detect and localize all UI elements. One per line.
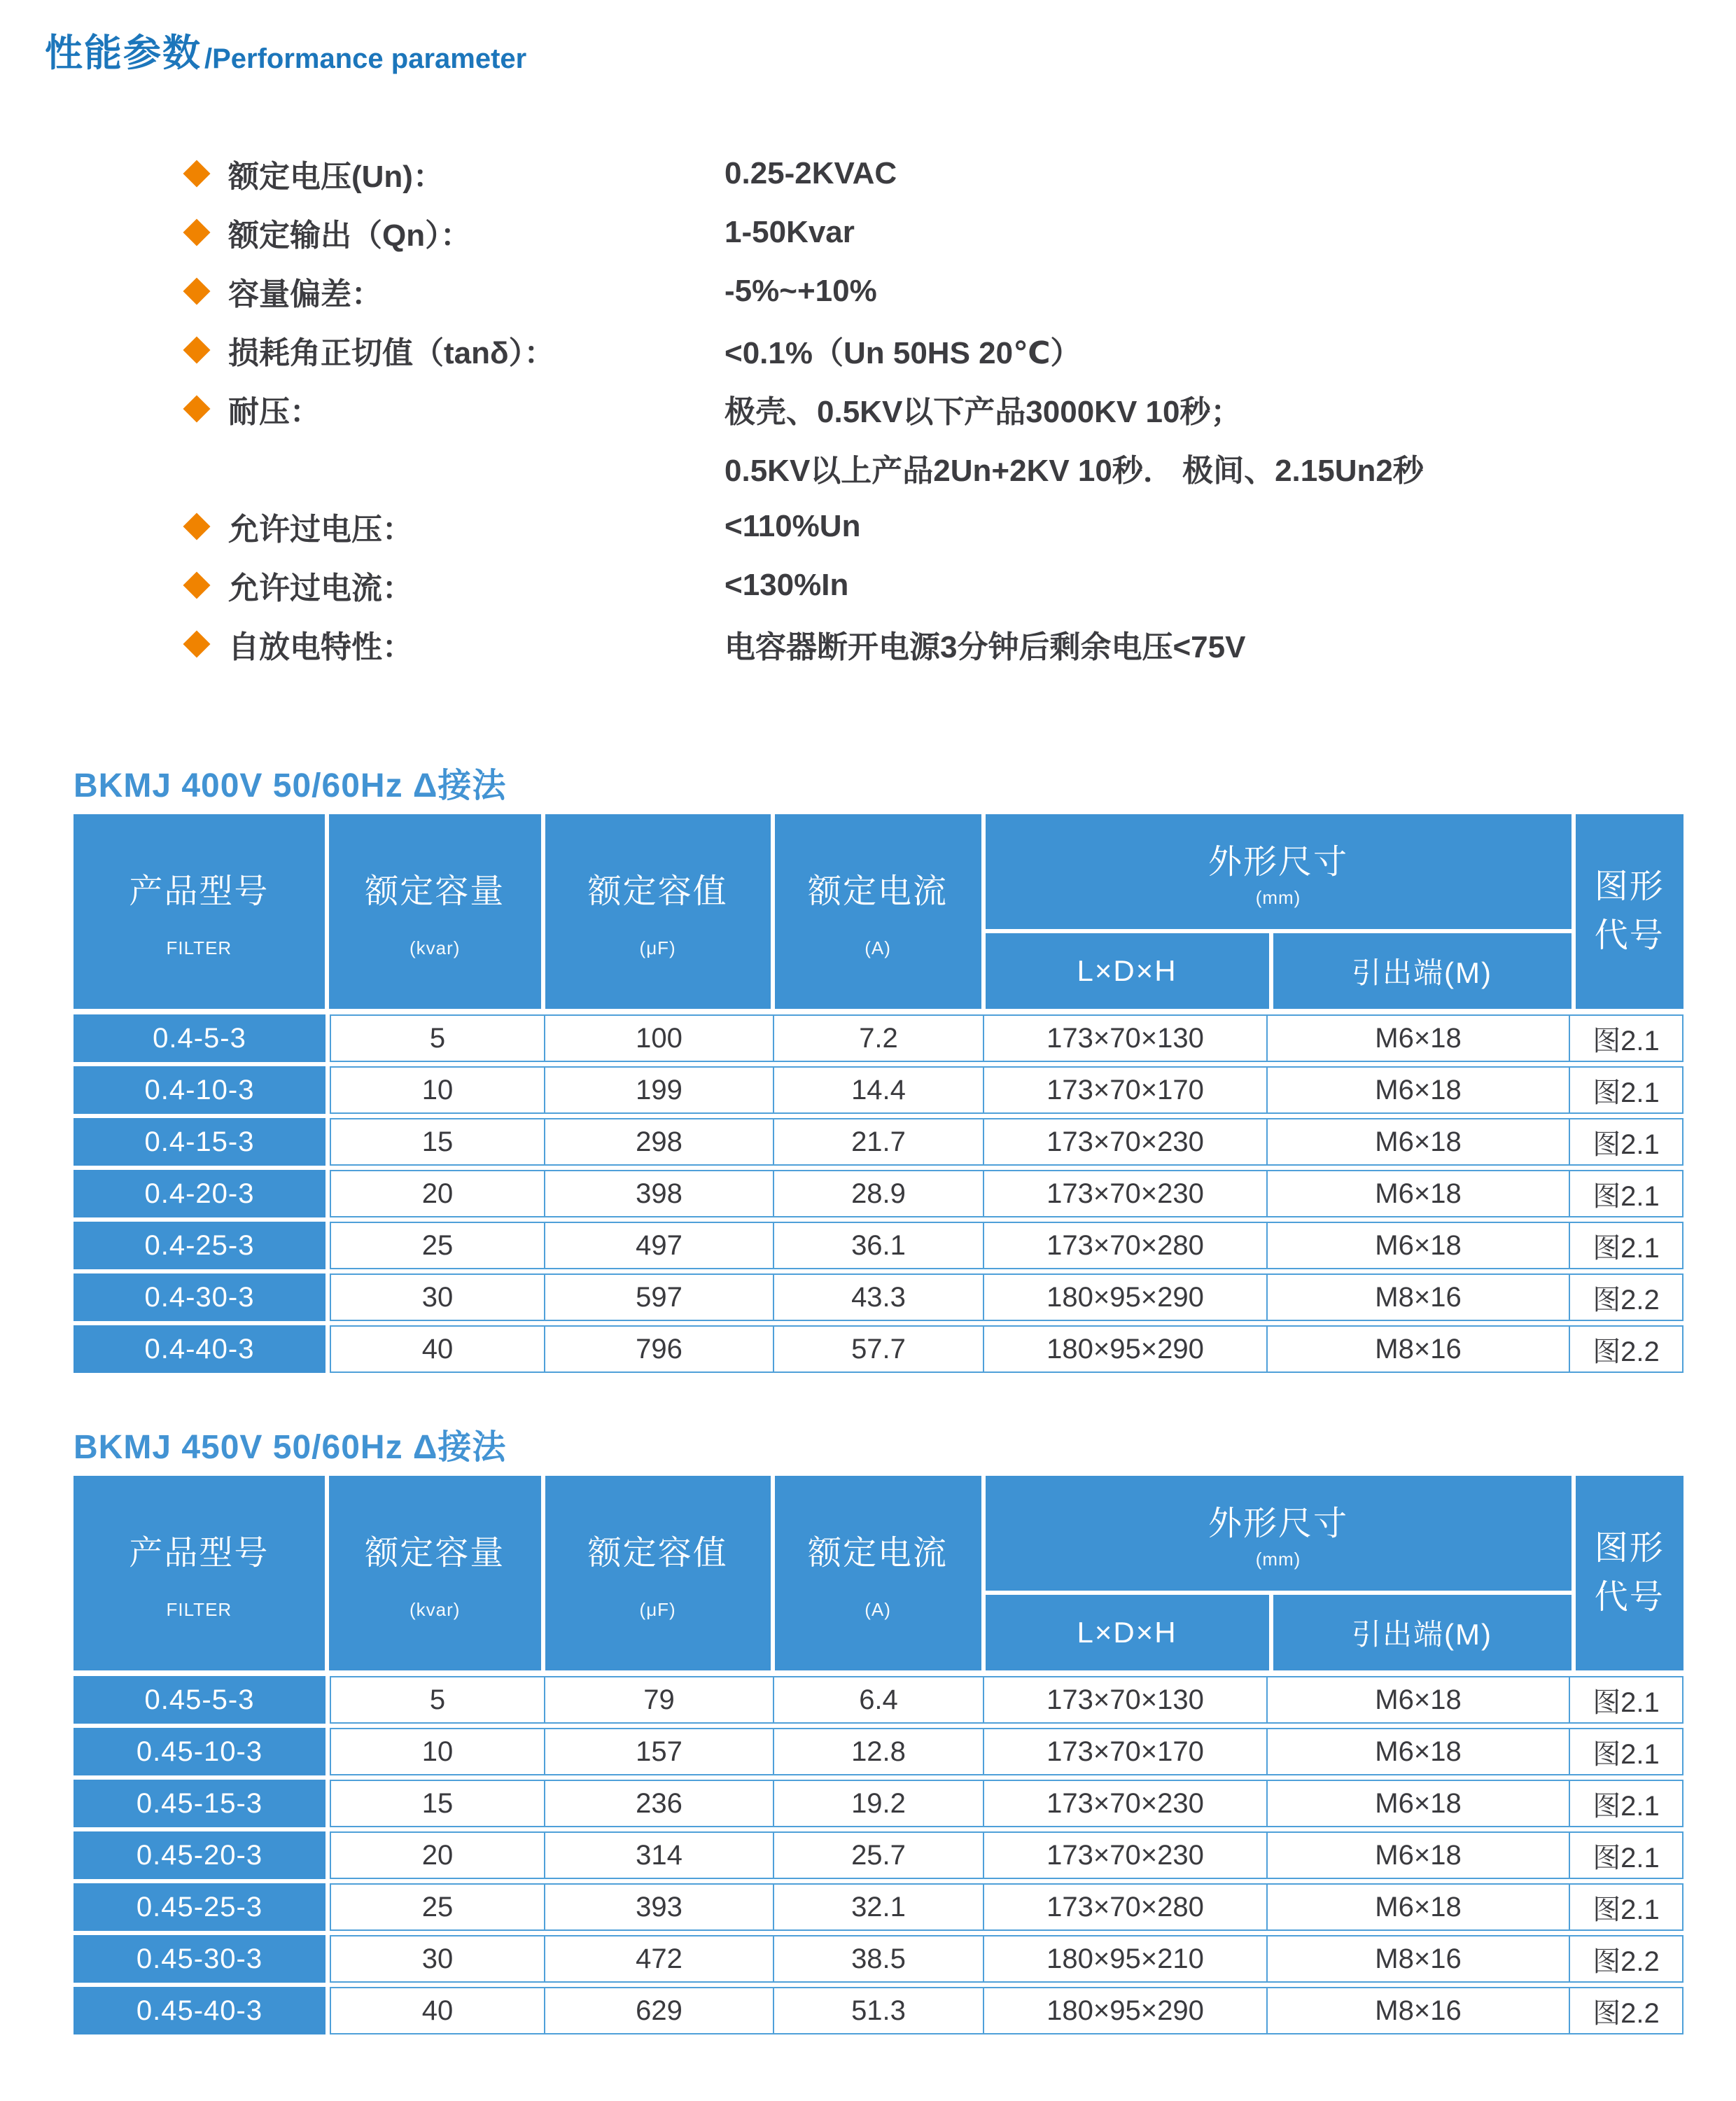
value-cell: 173×70×280: [984, 1222, 1268, 1269]
parameter-label: 自放电特性：: [228, 630, 413, 664]
value-cell: 173×70×230: [984, 1780, 1268, 1827]
value-cell: 21.7: [774, 1118, 984, 1166]
table-row: [74, 1987, 1684, 2034]
value-cell: 图2.1: [1570, 1780, 1684, 1827]
value-cell: 图2.2: [1570, 1935, 1684, 1983]
model-cell: 0.4-20-3: [74, 1170, 326, 1217]
table-row: [74, 1883, 1684, 1931]
parameter-value: 0.25-2KVAC: [724, 156, 897, 190]
diamond-bullet-icon: [183, 336, 210, 363]
parameter-label: 额定输出（Qn）：: [228, 218, 472, 253]
value-cell: M6×18: [1268, 1676, 1570, 1724]
section-title-450v: BKMJ 450V 50/60Hz Δ接法: [74, 1429, 507, 1466]
model-cell: 0.45-5-3: [74, 1676, 326, 1724]
table-body: [74, 1014, 1684, 1373]
value-cell: 36.1: [774, 1222, 984, 1269]
section-title-400v: BKMJ 400V 50/60Hz Δ接法: [74, 767, 507, 804]
value-cell: 图2.1: [1570, 1222, 1684, 1269]
page-title-en: /Performance parameter: [204, 43, 527, 74]
value-cell: M6×18: [1268, 1066, 1570, 1114]
model-cell: 0.45-20-3: [74, 1831, 326, 1879]
parameter-row: [0, 497, 1736, 556]
diamond-bullet-icon: [183, 395, 210, 422]
parameter-label: 容量偏差：: [228, 277, 382, 312]
parameter-label: 允许过电流：: [228, 571, 413, 606]
value-cell: 180×95×210: [984, 1935, 1268, 1983]
value-cell: M8×16: [1268, 1935, 1570, 1983]
value-cell: 15: [330, 1118, 545, 1166]
header-terminal: 引出端(M): [1273, 933, 1572, 1009]
value-cell: 图2.2: [1570, 1325, 1684, 1373]
value-cell: M6×18: [1268, 1118, 1570, 1166]
value-cell: 398: [545, 1170, 774, 1217]
parameter-label: 允许过电压：: [228, 512, 413, 547]
table-row: [74, 1273, 1684, 1321]
value-cell: 173×70×230: [984, 1118, 1268, 1166]
value-cell: 20: [330, 1831, 545, 1879]
parameter-list: [0, 144, 1736, 673]
parameter-value: 电容器断开电源3分钟后剩余电压<75V: [724, 630, 1246, 664]
value-cell: 497: [545, 1222, 774, 1269]
value-cell: 173×70×130: [984, 1014, 1268, 1062]
header-figure-code: 图形 代号: [1576, 1476, 1684, 1670]
header-terminal: 引出端(M): [1273, 1595, 1572, 1670]
table-row: [74, 1170, 1684, 1217]
model-cell: 0.4-15-3: [74, 1118, 326, 1166]
value-cell: M6×18: [1268, 1883, 1570, 1931]
value-cell: 25.7: [774, 1831, 984, 1879]
table-row: [74, 1831, 1684, 1879]
value-cell: 157: [545, 1728, 774, 1775]
spec-table-400v: [74, 814, 1684, 1373]
parameter-label: 额定电压(Un)：: [228, 160, 444, 194]
value-cell: 图2.1: [1570, 1014, 1684, 1062]
value-cell: 图2.1: [1570, 1118, 1684, 1166]
value-cell: 173×70×280: [984, 1883, 1268, 1931]
value-cell: M8×16: [1268, 1325, 1570, 1373]
header-dimensions-group: [986, 814, 1572, 1009]
header-rated-capacitance: 额定容值 (μF): [545, 814, 771, 1009]
value-cell: 597: [545, 1273, 774, 1321]
value-cell: 43.3: [774, 1273, 984, 1321]
value-cell: 30: [330, 1935, 545, 1983]
diamond-bullet-icon: [183, 160, 210, 187]
diamond-bullet-icon: [183, 512, 210, 540]
parameter-value: <130%In: [724, 568, 849, 602]
value-cell: 100: [545, 1014, 774, 1062]
header-product-model: 产品型号 FILTER: [74, 814, 325, 1009]
value-cell: M6×18: [1268, 1831, 1570, 1879]
model-cell: 0.4-5-3: [74, 1014, 326, 1062]
header-rated-capacity: 额定容量 (kvar): [329, 1476, 541, 1670]
value-cell: 40: [330, 1325, 545, 1373]
header-rated-capacitance: 额定容值 (μF): [545, 1476, 771, 1670]
model-cell: 0.45-15-3: [74, 1780, 326, 1827]
value-cell: 6.4: [774, 1676, 984, 1724]
value-cell: 298: [545, 1118, 774, 1166]
model-cell: 0.45-40-3: [74, 1987, 326, 2034]
value-cell: M6×18: [1268, 1222, 1570, 1269]
diamond-bullet-icon: [183, 630, 210, 657]
parameter-label: 耐压：: [228, 395, 321, 429]
table-row: [74, 1935, 1684, 1983]
parameter-value: 极壳、0.5KV以下产品3000KV 10秒；: [724, 395, 1242, 429]
value-cell: 图2.2: [1570, 1273, 1684, 1321]
value-cell: 199: [545, 1066, 774, 1114]
value-cell: 图2.2: [1570, 1987, 1684, 2034]
header-dimensions-group: [986, 1476, 1572, 1670]
model-cell: 0.4-25-3: [74, 1222, 326, 1269]
value-cell: 图2.1: [1570, 1728, 1684, 1775]
model-cell: 0.4-10-3: [74, 1066, 326, 1114]
value-cell: 图2.1: [1570, 1883, 1684, 1931]
value-cell: 393: [545, 1883, 774, 1931]
table-row: [74, 1222, 1684, 1269]
value-cell: M8×16: [1268, 1987, 1570, 2034]
table-row: [74, 1014, 1684, 1062]
model-cell: 0.45-30-3: [74, 1935, 326, 1983]
parameter-row: [0, 556, 1736, 615]
value-cell: M6×18: [1268, 1780, 1570, 1827]
parameter-label: 损耗角正切值（tanδ）：: [228, 336, 555, 370]
value-cell: 19.2: [774, 1780, 984, 1827]
value-cell: 173×70×170: [984, 1066, 1268, 1114]
value-cell: 15: [330, 1780, 545, 1827]
value-cell: 30: [330, 1273, 545, 1321]
value-cell: 38.5: [774, 1935, 984, 1983]
parameter-value: 1-50Kvar: [724, 215, 855, 249]
value-cell: 173×70×130: [984, 1676, 1268, 1724]
value-cell: 57.7: [774, 1325, 984, 1373]
value-cell: 25: [330, 1883, 545, 1931]
header-rated-capacity: 额定容量 (kvar): [329, 814, 541, 1009]
value-cell: M6×18: [1268, 1014, 1570, 1062]
value-cell: 180×95×290: [984, 1325, 1268, 1373]
table-row: [74, 1780, 1684, 1827]
value-cell: M6×18: [1268, 1728, 1570, 1775]
parameter-row: [0, 321, 1736, 379]
value-cell: 180×95×290: [984, 1273, 1268, 1321]
model-cell: 0.4-30-3: [74, 1273, 326, 1321]
value-cell: 图2.1: [1570, 1066, 1684, 1114]
value-cell: 20: [330, 1170, 545, 1217]
model-cell: 0.4-40-3: [74, 1325, 326, 1373]
value-cell: 79: [545, 1676, 774, 1724]
value-cell: 5: [330, 1676, 545, 1724]
table-row: [74, 1118, 1684, 1166]
header-product-model: 产品型号 FILTER: [74, 1476, 325, 1670]
table-header: [74, 1476, 1684, 1670]
header-lxdxh: L×D×H: [986, 1595, 1269, 1670]
value-cell: 314: [545, 1831, 774, 1879]
parameter-row: [0, 144, 1736, 203]
table-row: [74, 1325, 1684, 1373]
page-title-cn: 性能参数: [45, 32, 202, 74]
diamond-bullet-icon: [183, 571, 210, 599]
header-dimensions: 外形尺寸 (mm): [986, 814, 1572, 929]
diamond-bullet-icon: [183, 277, 210, 305]
value-cell: 472: [545, 1935, 774, 1983]
parameter-row-continued: [0, 438, 1736, 497]
model-cell: 0.45-25-3: [74, 1883, 326, 1931]
page-title: [45, 31, 1736, 77]
value-cell: 51.3: [774, 1987, 984, 2034]
parameter-value: <110%Un: [724, 509, 861, 543]
table-body: [74, 1676, 1684, 2034]
header-rated-current: 额定电流 (A): [775, 1476, 981, 1670]
value-cell: 173×70×170: [984, 1728, 1268, 1775]
value-cell: M8×16: [1268, 1273, 1570, 1321]
model-cell: 0.45-10-3: [74, 1728, 326, 1775]
parameter-value: <0.1%（Un 50HS 20℃）: [724, 336, 1082, 370]
value-cell: 图2.1: [1570, 1831, 1684, 1879]
value-cell: 10: [330, 1728, 545, 1775]
value-cell: 32.1: [774, 1883, 984, 1931]
value-cell: M6×18: [1268, 1170, 1570, 1217]
spec-table-450v: [74, 1476, 1684, 2034]
table-row: [74, 1066, 1684, 1114]
table-header: [74, 814, 1684, 1009]
header-figure-code: 图形 代号: [1576, 814, 1684, 1009]
value-cell: 25: [330, 1222, 545, 1269]
value-cell: 173×70×230: [984, 1831, 1268, 1879]
value-cell: 629: [545, 1987, 774, 2034]
table-row: [74, 1728, 1684, 1775]
value-cell: 12.8: [774, 1728, 984, 1775]
value-cell: 796: [545, 1325, 774, 1373]
value-cell: 28.9: [774, 1170, 984, 1217]
parameter-row: [0, 203, 1736, 262]
header-dimensions: 外形尺寸 (mm): [986, 1476, 1572, 1591]
value-cell: 7.2: [774, 1014, 984, 1062]
header-lxdxh: L×D×H: [986, 933, 1269, 1009]
value-cell: 236: [545, 1780, 774, 1827]
header-rated-current: 额定电流 (A): [775, 814, 981, 1009]
value-cell: 图2.1: [1570, 1170, 1684, 1217]
value-cell: 40: [330, 1987, 545, 2034]
value-cell: 图2.1: [1570, 1676, 1684, 1724]
parameter-row: [0, 615, 1736, 673]
parameter-row: [0, 262, 1736, 321]
parameter-row: [0, 379, 1736, 438]
parameter-value: 0.5KV以上产品2Un+2KV 10秒． 极间、2.15Un2秒: [724, 454, 1424, 488]
parameter-value: -5%~+10%: [724, 274, 877, 308]
diamond-bullet-icon: [183, 218, 210, 246]
value-cell: 5: [330, 1014, 545, 1062]
value-cell: 173×70×230: [984, 1170, 1268, 1217]
value-cell: 180×95×290: [984, 1987, 1268, 2034]
value-cell: 10: [330, 1066, 545, 1114]
table-row: [74, 1676, 1684, 1724]
value-cell: 14.4: [774, 1066, 984, 1114]
